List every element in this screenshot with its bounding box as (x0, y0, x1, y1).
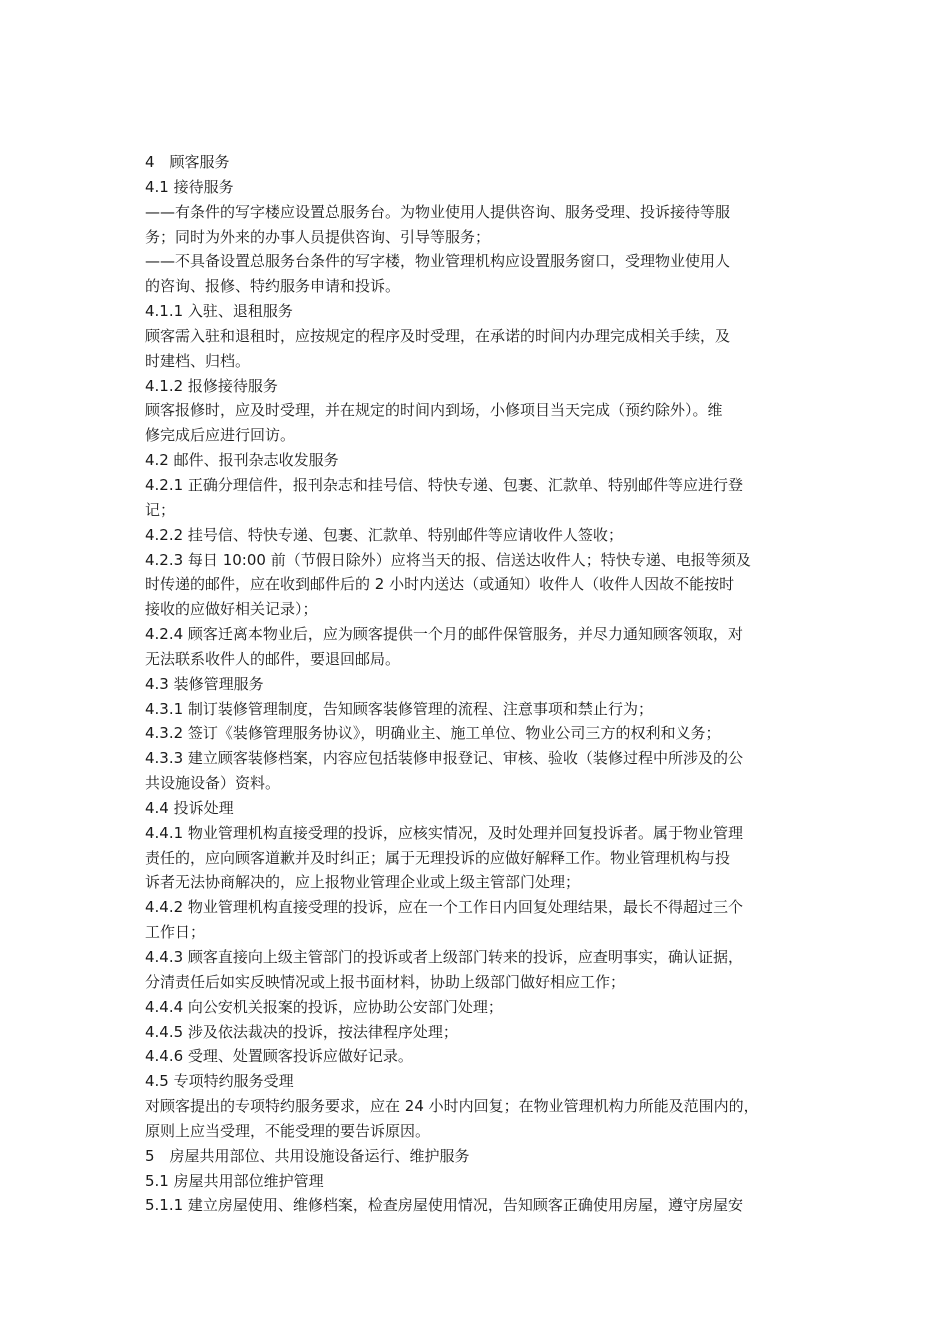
subsection-heading: 5.1 房屋共用部位维护管理 (145, 1171, 324, 1190)
subsection-heading: 4.3 装修管理服务 (145, 674, 264, 693)
subsection-heading: 4.1.1 入驻、退租服务 (145, 302, 293, 321)
paragraph-line: 4.2.1 正确分理信件，报刊杂志和挂号信、特快专递、包裹、汇款单、特别邮件等应进行登 (145, 475, 743, 494)
section-heading: 4 顾客服务 (145, 153, 230, 171)
paragraph-line: 4.3.2 签订《装修管理服务协议》，明确业主、施工单位、物业公司三方的权利和义务； (145, 724, 721, 743)
paragraph-line: 顾客需入驻和退租时，应按规定的程序及时受理，在承诺的时间内办理完成相关手续，及 (145, 326, 731, 345)
paragraph-line: 4.3.3 建立顾客装修档案，内容应包括装修申报登记、审核、验收（装修过程中所涉及的公 (145, 749, 743, 768)
paragraph-line: 诉者无法协商解决的，应上报物业管理企业或上级主管部门处理； (145, 873, 581, 892)
paragraph-line: 4.4.3 顾客直接向上级主管部门的投诉或者上级部门转来的投诉，应查明事实，确认证据， (145, 948, 743, 966)
subsection-heading: 4.4 投诉处理 (145, 798, 234, 817)
paragraph-line: 4.3.1 制订装修管理制度，告知顾客装修管理的流程、注意事项和禁止行为； (145, 699, 653, 718)
paragraph-line: 务；同时为外来的办事人员提供咨询、引导等服务； (145, 227, 491, 246)
paragraph-line: 记； (145, 500, 176, 519)
paragraph-line: 分清责任后如实反映情况或上报书面材料，协助上级部门做好相应工作； (145, 972, 626, 991)
paragraph-line: 4.4.4 向公安机关报案的投诉，应协助公安部门处理； (145, 997, 503, 1016)
paragraph-line: 4.2.3 每日 10:00 前（节假日除外）应将当天的报、信送达收件人；特快专递、电报等须及 (145, 550, 751, 569)
paragraph-line: 4.4.6 受理、处置顾客投诉应做好记录。 (145, 1047, 413, 1066)
paragraph-line: 责任的，应向顾客道歉并及时纠正；属于无理投诉的应做好解释工作。物业管理机构与投 (145, 848, 731, 867)
paragraph-line: 顾客报修时，应及时受理，并在规定的时间内到场，小修项目当天完成（预约除外）。维 (145, 401, 723, 420)
paragraph-line: 共设施设备）资料。 (145, 774, 281, 793)
paragraph-line: 原则上应当受理，不能受理的要告诉原因。 (145, 1121, 431, 1140)
section-heading: 5 房屋共用部位、共用设施设备运行、维护服务 (145, 1146, 470, 1165)
paragraph-line: ——不具备设置总服务台条件的写字楼，物业管理机构应设置服务窗口，受理物业使用人 (145, 252, 731, 271)
paragraph-line: 5.1.1 建立房屋使用、维修档案，检查房屋使用情况，告知顾客正确使用房屋，遵守房屋安 (145, 1196, 743, 1215)
paragraph-line: 无法联系收件人的邮件，要退回邮局。 (145, 649, 401, 668)
paragraph-line: 修完成后应进行回访。 (145, 426, 296, 445)
paragraph-line: 4.4.5 涉及依法裁决的投诉，按法律程序处理； (145, 1022, 458, 1041)
paragraph-line: 时传递的邮件，应在收到邮件后的 2 小时内送达（或通知）收件人（收件人因故不能按时 (145, 575, 735, 594)
document-body (145, 150, 813, 1218)
subsection-heading: 4.5 专项特约服务受理 (145, 1072, 294, 1091)
paragraph-line: 4.2.2 挂号信、特快专递、包裹、汇款单、特别邮件等应请收件人签收； (145, 525, 623, 544)
paragraph-line: 工作日； (145, 923, 206, 942)
paragraph-line: 4.2.4 顾客迁离本物业后，应为顾客提供一个月的邮件保管服务，并尽力通知顾客领取，对 (145, 625, 743, 644)
paragraph-line: ——有条件的写字楼应设置总服务台。为物业使用人提供咨询、服务受理、投诉接待等服 (145, 202, 731, 221)
paragraph-line: 接收的应做好相关记录）； (145, 600, 318, 619)
paragraph-line: 时建档、归档。 (145, 351, 251, 370)
paragraph-line: 的咨询、报修、特约服务申请和投诉。 (145, 277, 401, 296)
subsection-heading: 4.1.2 报修接待服务 (145, 376, 278, 395)
paragraph-line: 4.4.2 物业管理机构直接受理的投诉，应在一个工作日内回复处理结果，最长不得超过三个 (145, 898, 743, 917)
subsection-heading: 4.2 邮件、报刊杂志收发服务 (145, 451, 339, 470)
paragraph-line: 4.4.1 物业管理机构直接受理的投诉，应核实情况，及时处理并回复投诉者。属于物业管理 (145, 823, 743, 842)
paragraph-line: 对顾客提出的专项特约服务要求，应在 24 小时内回复；在物业管理机构力所能及范围内的， (145, 1097, 759, 1116)
subsection-heading: 4.1 接待服务 (145, 177, 234, 196)
